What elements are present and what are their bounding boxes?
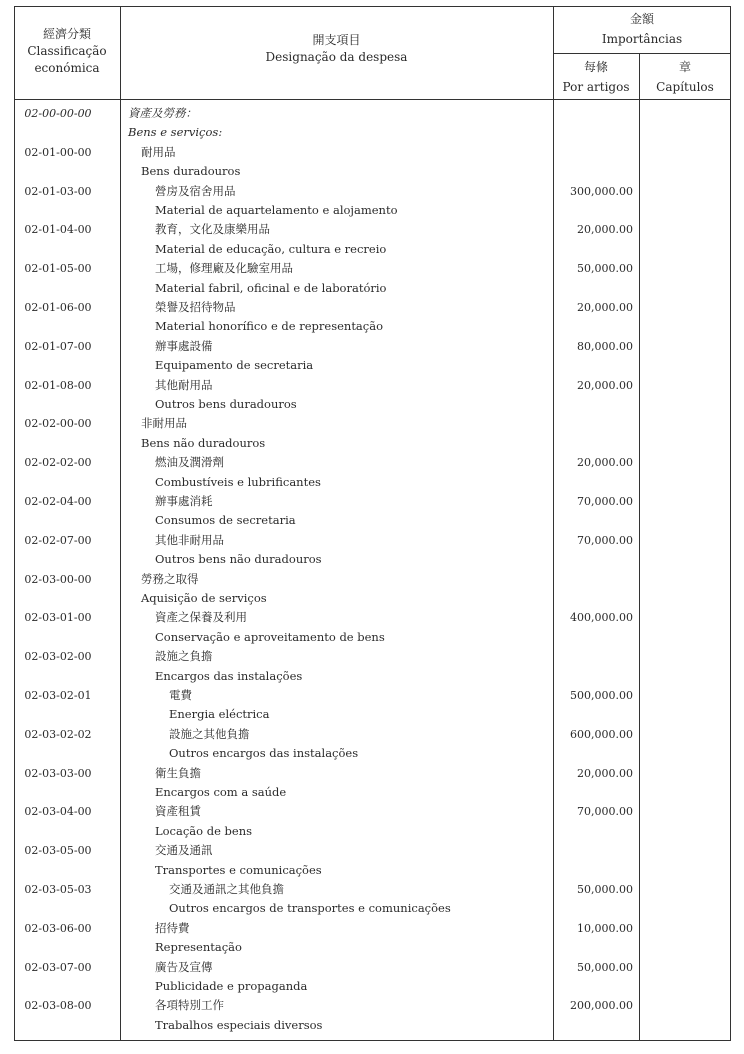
chapters-header-zh: 章 [678,60,691,74]
table-row [14,996,731,1015]
row-designation-zh: 營房及宿舍用品 [155,183,236,198]
row-amount: 80,000.00 [577,339,633,353]
table-row [14,608,731,627]
row-code: 02-03-08-00 [24,999,92,1013]
row-code: 02-03-01-00 [24,611,92,625]
table-row [14,725,731,744]
chapters-header [639,59,731,96]
row-designation-zh: 資產之保養及利用 [155,610,247,625]
row-designation-pt: Encargos com a saúde [155,785,287,799]
row-designation-zh: 教育，文化及康樂用品 [155,222,270,237]
row-designation-zh: 榮譽及招待物品 [155,300,236,314]
row-designation-pt: Publicidade e propaganda [155,979,308,993]
row-designation-pt: Consumos de secretaria [155,513,296,528]
row-amount: 70,000.00 [577,533,633,547]
row-designation-pt: Trabalhos especiais diversos [155,1017,323,1032]
table-row-pt [14,899,731,918]
table-row [14,259,731,278]
table-row-pt [14,938,731,957]
table-row-pt [14,123,731,142]
row-designation-pt: Material de educação, cultura e recreio [155,241,387,256]
table-row-pt [14,705,731,724]
amounts-header-zh: 金額 [629,12,654,26]
classification-header-pt-2: económica [34,61,100,75]
row-code: 02-01-07-00 [24,339,92,353]
row-amount: 20,000.00 [577,301,633,314]
table-row-pt [14,744,731,763]
row-code: 02-01-03-00 [24,184,92,198]
row-designation-pt: Encargos das instalações [155,668,303,683]
table-row-pt [14,822,731,841]
row-designation-zh: 勞務之取得 [141,571,199,586]
row-designation-pt: Combustíveis e lubrificantes [155,474,321,489]
table-row [14,841,731,860]
header-bottom-rule [14,99,731,100]
per-article-header [553,59,639,96]
table-row [14,376,731,395]
table-row-pt [14,511,731,530]
table-row [14,414,731,433]
table-row [14,298,731,317]
row-code: 02-00-00-00 [24,107,92,120]
table-row-pt [14,434,731,453]
row-amount: 70,000.00 [577,495,633,508]
row-designation-zh: 資產及勞務： [128,106,197,120]
row-code: 02-02-07-00 [24,533,92,547]
table-row [14,686,731,705]
table-row [14,531,731,550]
row-designation-pt: Outros bens não duradouros [155,552,322,567]
designation-header-pt: Designação da despesa [265,50,408,64]
table-row [14,143,731,162]
classification-header-pt-1: Classificação [27,44,107,58]
row-designation-pt: Outros encargos das instalações [169,746,359,761]
row-designation-zh: 交通及通訊 [155,843,213,858]
designation-header [120,32,553,66]
row-designation-pt: Transportes e comunicações [155,862,322,877]
table-row-pt [14,861,731,880]
row-amount: 600,000.00 [570,727,633,741]
row-designation-zh: 耐用品 [141,144,176,159]
row-designation-zh: 電費 [169,688,192,702]
row-code: 02-03-00-00 [24,572,92,586]
row-amount: 70,000.00 [577,805,633,819]
row-amount: 200,000.00 [570,999,633,1013]
row-designation-zh: 資產租賃 [155,804,201,819]
row-designation-zh: 設施之負擔 [155,649,213,664]
row-designation-zh: 非耐用品 [141,416,187,431]
amounts-header [553,11,731,48]
row-code: 02-01-00-00 [24,145,92,159]
row-code: 02-03-02-02 [24,727,92,741]
row-designation-pt: Conservação e aproveitamento de bens [155,629,385,644]
row-designation-zh: 燃油及潤滑劑 [155,455,224,470]
row-designation-pt: Aquisição de serviços [141,591,267,605]
row-designation-zh: 交通及通訊之其他負擔 [169,882,284,896]
row-designation-pt: Material de aquartelamento e alojamento [155,203,398,217]
table-row-pt [14,395,731,414]
row-designation-pt: Equipamento de secretaria [155,358,314,373]
row-code: 02-01-05-00 [24,262,92,276]
row-code: 02-03-07-00 [24,960,92,974]
row-designation-zh: 招待費 [155,920,190,935]
table-row [14,764,731,783]
row-designation-pt: Bens duradouros [141,164,241,179]
per-article-header-zh: 每條 [583,60,608,74]
row-designation-pt: Bens não duradouros [141,435,266,450]
row-designation-zh: 其他耐用品 [155,377,213,392]
row-designation-pt: Energia eléctrica [169,707,270,722]
row-designation-zh: 辦事處消耗 [155,494,213,508]
table-row-pt [14,667,731,686]
amounts-header-pt: Importâncias [601,32,683,46]
table-row-pt [14,240,731,259]
row-code: 02-02-04-00 [24,495,92,508]
table-row-pt [14,1016,731,1035]
row-designation-pt: Bens e serviços: [128,125,223,140]
table-row [14,220,731,239]
designation-header-zh: 開支項目 [312,33,361,47]
table-row-pt [14,201,731,220]
row-code: 02-03-02-01 [24,689,92,702]
table-row [14,182,731,201]
row-code: 02-01-04-00 [24,223,92,237]
table-row [14,337,731,356]
row-designation-pt: Material fabril, oficinal e de laboratório [155,280,387,295]
row-code: 02-03-03-00 [24,766,92,780]
table-row-pt [14,279,731,298]
row-amount: 10,000.00 [577,921,633,935]
row-amount: 400,000.00 [570,611,633,625]
row-amount: 500,000.00 [570,689,633,702]
row-designation-pt: Outros encargos de transportes e comunicações [169,901,451,916]
table-row-pt [14,783,731,802]
row-designation-pt: Locação de bens [155,823,253,838]
table-row-pt [14,628,731,647]
table-row [14,958,731,977]
row-designation-zh: 衛生負擔 [155,765,201,780]
row-code: 02-01-08-00 [24,378,92,392]
row-amount: 20,000.00 [577,766,633,780]
table-row-pt [14,473,731,492]
table-row-pt [14,317,731,336]
table-row-pt [14,977,731,996]
row-designation-pt: Representação [155,940,242,955]
row-designation-zh: 廣告及宣傳 [155,959,213,974]
chapters-header-pt: Capítulos [656,80,714,94]
row-designation-pt: Outros bens duradouros [155,397,297,411]
table-row [14,647,731,666]
classification-header-zh: 經濟分類 [42,27,91,41]
row-designation-zh: 工場，修理廠及化驗室用品 [155,261,293,276]
table-row [14,802,731,821]
table-row [14,880,731,899]
row-code: 02-03-05-00 [24,844,92,858]
table-row [14,104,731,123]
row-code: 02-03-04-00 [24,805,92,819]
table-row [14,919,731,938]
row-code: 02-03-02-00 [24,650,92,664]
row-amount: 50,000.00 [577,262,633,276]
row-code: 02-01-06-00 [24,301,92,314]
row-amount: 20,000.00 [577,456,633,470]
amounts-header-divider [553,53,731,54]
row-amount: 300,000.00 [570,184,633,198]
row-designation-zh: 辦事處設備 [155,338,213,353]
table-row-pt [14,550,731,569]
table-row [14,570,731,589]
row-designation-zh: 設施之其他負擔 [169,726,250,741]
table-row [14,492,731,511]
row-amount: 50,000.00 [577,883,633,896]
row-designation-pt: Material honorífico e de representação [155,319,384,334]
row-code: 02-02-00-00 [24,417,92,431]
row-code: 02-02-02-00 [24,456,92,470]
table-row-pt [14,589,731,608]
row-amount: 20,000.00 [577,223,633,237]
row-code: 02-03-05-03 [24,883,92,896]
row-code: 02-03-06-00 [24,921,92,935]
row-amount: 50,000.00 [577,960,633,974]
classification-header [14,26,120,77]
row-designation-zh: 其他非耐用品 [155,532,224,547]
table-row [14,453,731,472]
row-amount: 20,000.00 [577,378,633,392]
per-article-header-pt: Por artigos [562,80,630,94]
table-row-pt [14,356,731,375]
table-row-pt [14,162,731,181]
row-designation-zh: 各項特別工作 [155,998,224,1013]
